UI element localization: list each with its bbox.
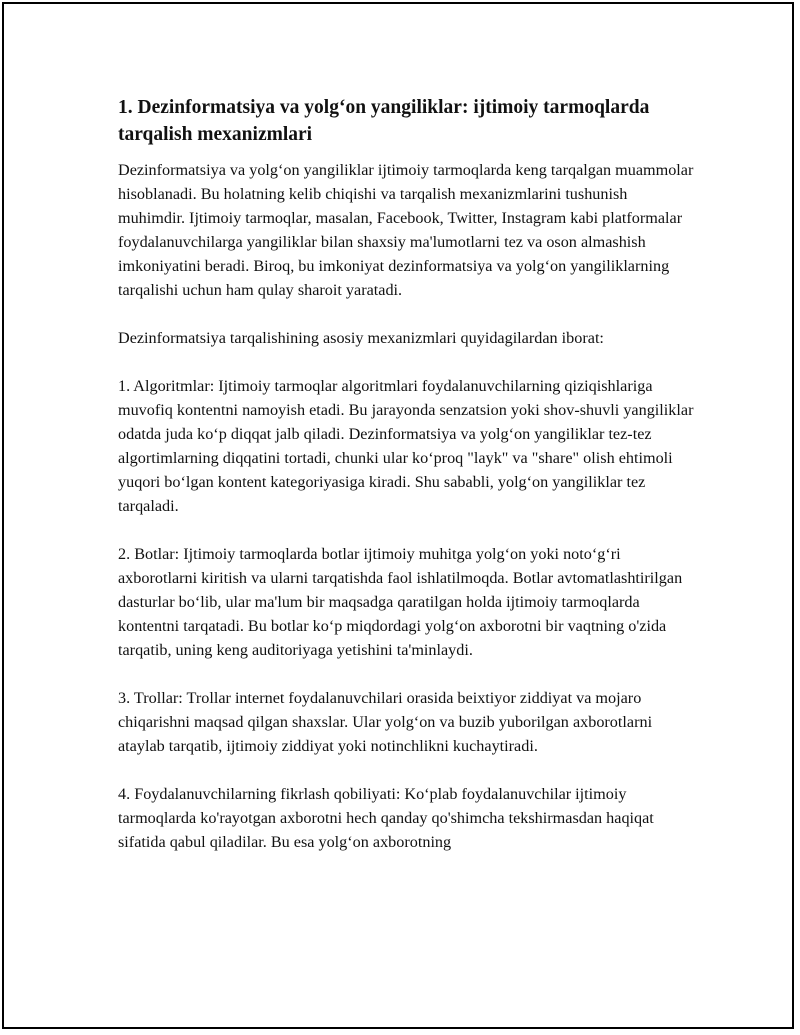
- paragraph-user-thinking: 4. Foydalanuvchilarning fikrlash qobiliyati: Ko‘plab foydalanuvchilar ijtimoiy tarmoqlarda ko'rayotgan axborotni hech qanday qo'shimcha tekshirmasdan haqiqat sifatida qabul qiladilar. Bu esa yolg‘on axborotning: [118, 785, 654, 851]
- paragraph-trolls: 3. Trollar: Trollar internet foydalanuvchilari orasida beixtiyor ziddiyat va mojaro chiqarishni maqsad qilgan shaxslar. Ular yolg‘on va buzib yuborilgan axborotlarni ataylab tarqatib, ijtimoiy ziddiyat yoki notinchlikni kuchaytiradi.: [118, 689, 653, 755]
- paragraph-mechanisms-lead: Dezinformatsiya tarqalishining asosiy mexanizmlari quyidagilardan iborat:: [118, 329, 604, 347]
- paragraph-bots: 2. Botlar: Ijtimoiy tarmoqlarda botlar ijtimoiy muhitga yolg‘on yoki noto‘g‘ri axborotlarni kiritish va ularni tarqatishda faol ishlatilmoqda. Botlar avtomatlashtirilgan dasturlar bo‘lib, ular ma'lum bir maqsadga qaratilgan holda ijtimoiy tarmoqlarda kontentni tarqatadi. Bu botlar ko‘p miqdordagi yolg‘on axborotni bir vaqtning o'zida tarqatib, uning keng auditoriyaga yetishini ta'minlaydi.: [118, 545, 683, 659]
- paragraph-algorithms: 1. Algoritmlar: Ijtimoiy tarmoqlar algoritmlari foydalanuvchilarning qiziqishlariga muvofiq kontentni namoyish etadi. Bu jarayonda senzatsion yoki shov-shuvli yangiliklar odatda juda ko‘p diqqat jalb qiladi. Dezinformatsiya va yolg‘on yangiliklar tez-tez algortimlarning diqqatini tortadi, chunki ular ko‘proq "layk" va "share" olish ehtimoli yuqori bo‘lgan kontent kategoriyasiga kiradi. Shu sababli, yolg‘on yangiliklar tez tarqaladi.: [118, 377, 694, 515]
- document-title: 1. Dezinformatsiya va yolg‘on yangiliklar: ijtimoiy tarmoqlarda tarqalish mexanizmlari: [118, 97, 650, 145]
- document-body: [118, 94, 698, 878]
- paragraph-intro: Dezinformatsiya va yolg‘on yangiliklar ijtimoiy tarmoqlarda keng tarqalgan muammolar hisoblanadi. Bu holatning kelib chiqishi va tarqalish mexanizmlarini tushunish muhimdir. Ijtimoiy tarmoqlar, masalan, Facebook, Twitter, Instagram kabi platformalar foydalanuvchilarga yangiliklar bilan shaxsiy ma'lumotlarni tez va oson almashish imkoniyatini beradi. Biroq, bu imkoniyat dezinformatsiya va yolg‘on yangiliklarning tarqalishi uchun ham qulay sharoit yaratadi.: [118, 161, 694, 299]
